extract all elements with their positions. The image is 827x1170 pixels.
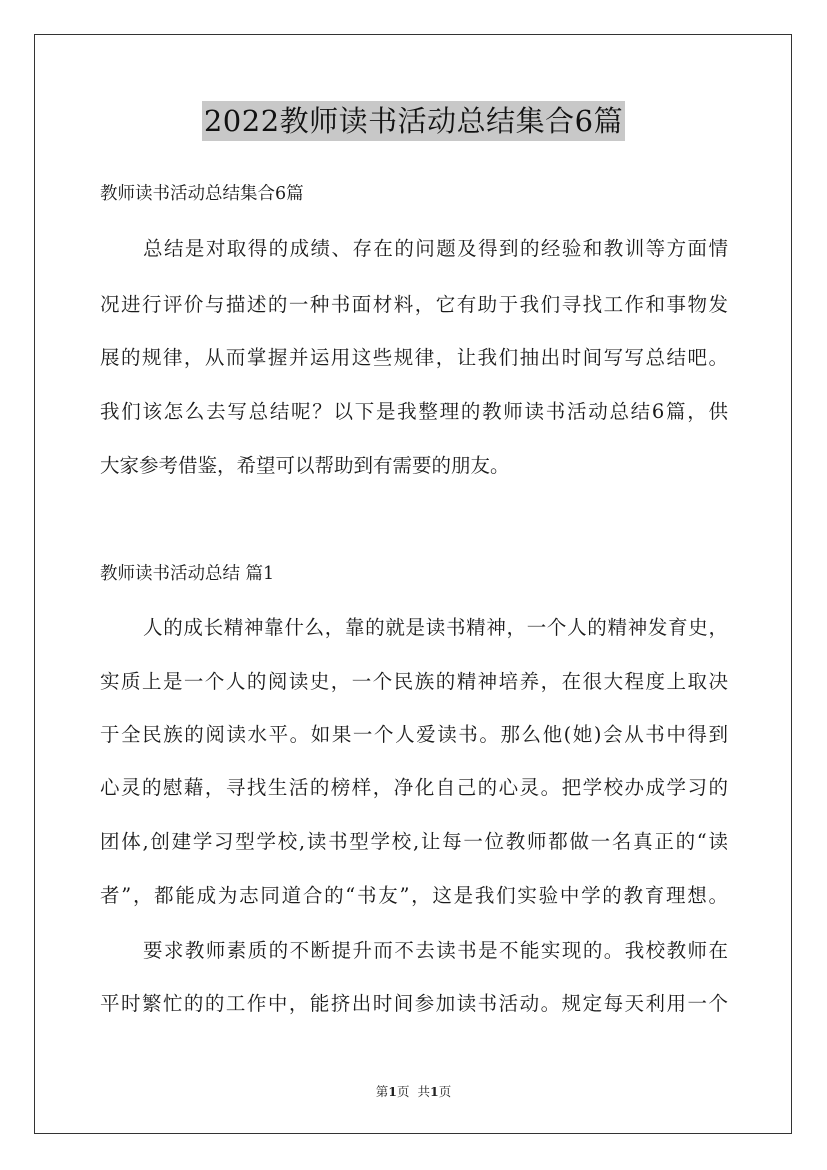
- intro-line-2: 况进行评价与描述的一种书面材料，它有助于我们寻找工作和事物发: [100, 293, 728, 316]
- section-1-heading: 教师读书活动总结 篇1: [100, 564, 275, 584]
- footer-total-pages: 1: [429, 1084, 439, 1099]
- footer-page-suffix: 页: [397, 1084, 410, 1099]
- section-1-para2-line-1: 要求教师素质的不断提升而不去读书是不能实现的。我校教师在: [143, 939, 728, 962]
- intro-line-1: 总结是对取得的成绩、存在的问题及得到的经验和教训等方面情: [143, 237, 728, 260]
- section-1-para2-line-2: 平时繁忙的的工作中，能挤出时间参加读书活动。规定每天利用一个: [100, 992, 728, 1015]
- section-1-para1-line-3: 于全民族的阅读水平。如果一个人爱读书。那么他(她)会从书中得到: [100, 723, 728, 746]
- section-1-para1-line-2: 实质上是一个人的阅读史，一个民族的精神培养，在很大程度上取决: [100, 670, 728, 693]
- footer-page-number: 1: [388, 1084, 397, 1099]
- page-footer: [0, 1083, 827, 1101]
- intro-line-4: 我们该怎么去写总结呢？以下是我整理的教师读书活动总结6篇，供: [100, 400, 728, 423]
- intro-line-3: 展的规律，从而掌握并运用这些规律，让我们抽出时间写写总结吧。: [100, 346, 728, 369]
- footer-page-prefix: 第: [375, 1084, 389, 1099]
- section-1-para1-line-6: 者”，都能成为志同道合的“书友”，这是我们实验中学的教育理想。: [100, 884, 728, 907]
- footer-total-prefix: 共: [417, 1084, 430, 1099]
- section-1-para1-line-1: 人的成长精神靠什么，靠的就是读书精神，一个人的精神发育史，: [143, 616, 728, 639]
- intro-line-5: 大家参考借鉴，希望可以帮助到有需要的朋友。: [100, 454, 510, 477]
- document-title: 2022教师读书活动总结集合6篇: [202, 101, 625, 141]
- footer-total-suffix: 页: [438, 1084, 452, 1099]
- section-1-para1-line-5: 团体,创建学习型学校,读书型学校,让每一位教师都做一名真正的“读: [100, 830, 728, 853]
- title-wrap: [0, 101, 827, 141]
- document-subtitle: 教师读书活动总结集合6篇: [100, 184, 304, 204]
- section-1-para1-line-4: 心灵的慰藉，寻找生活的榜样，净化自己的心灵。把学校办成学习的: [100, 776, 728, 799]
